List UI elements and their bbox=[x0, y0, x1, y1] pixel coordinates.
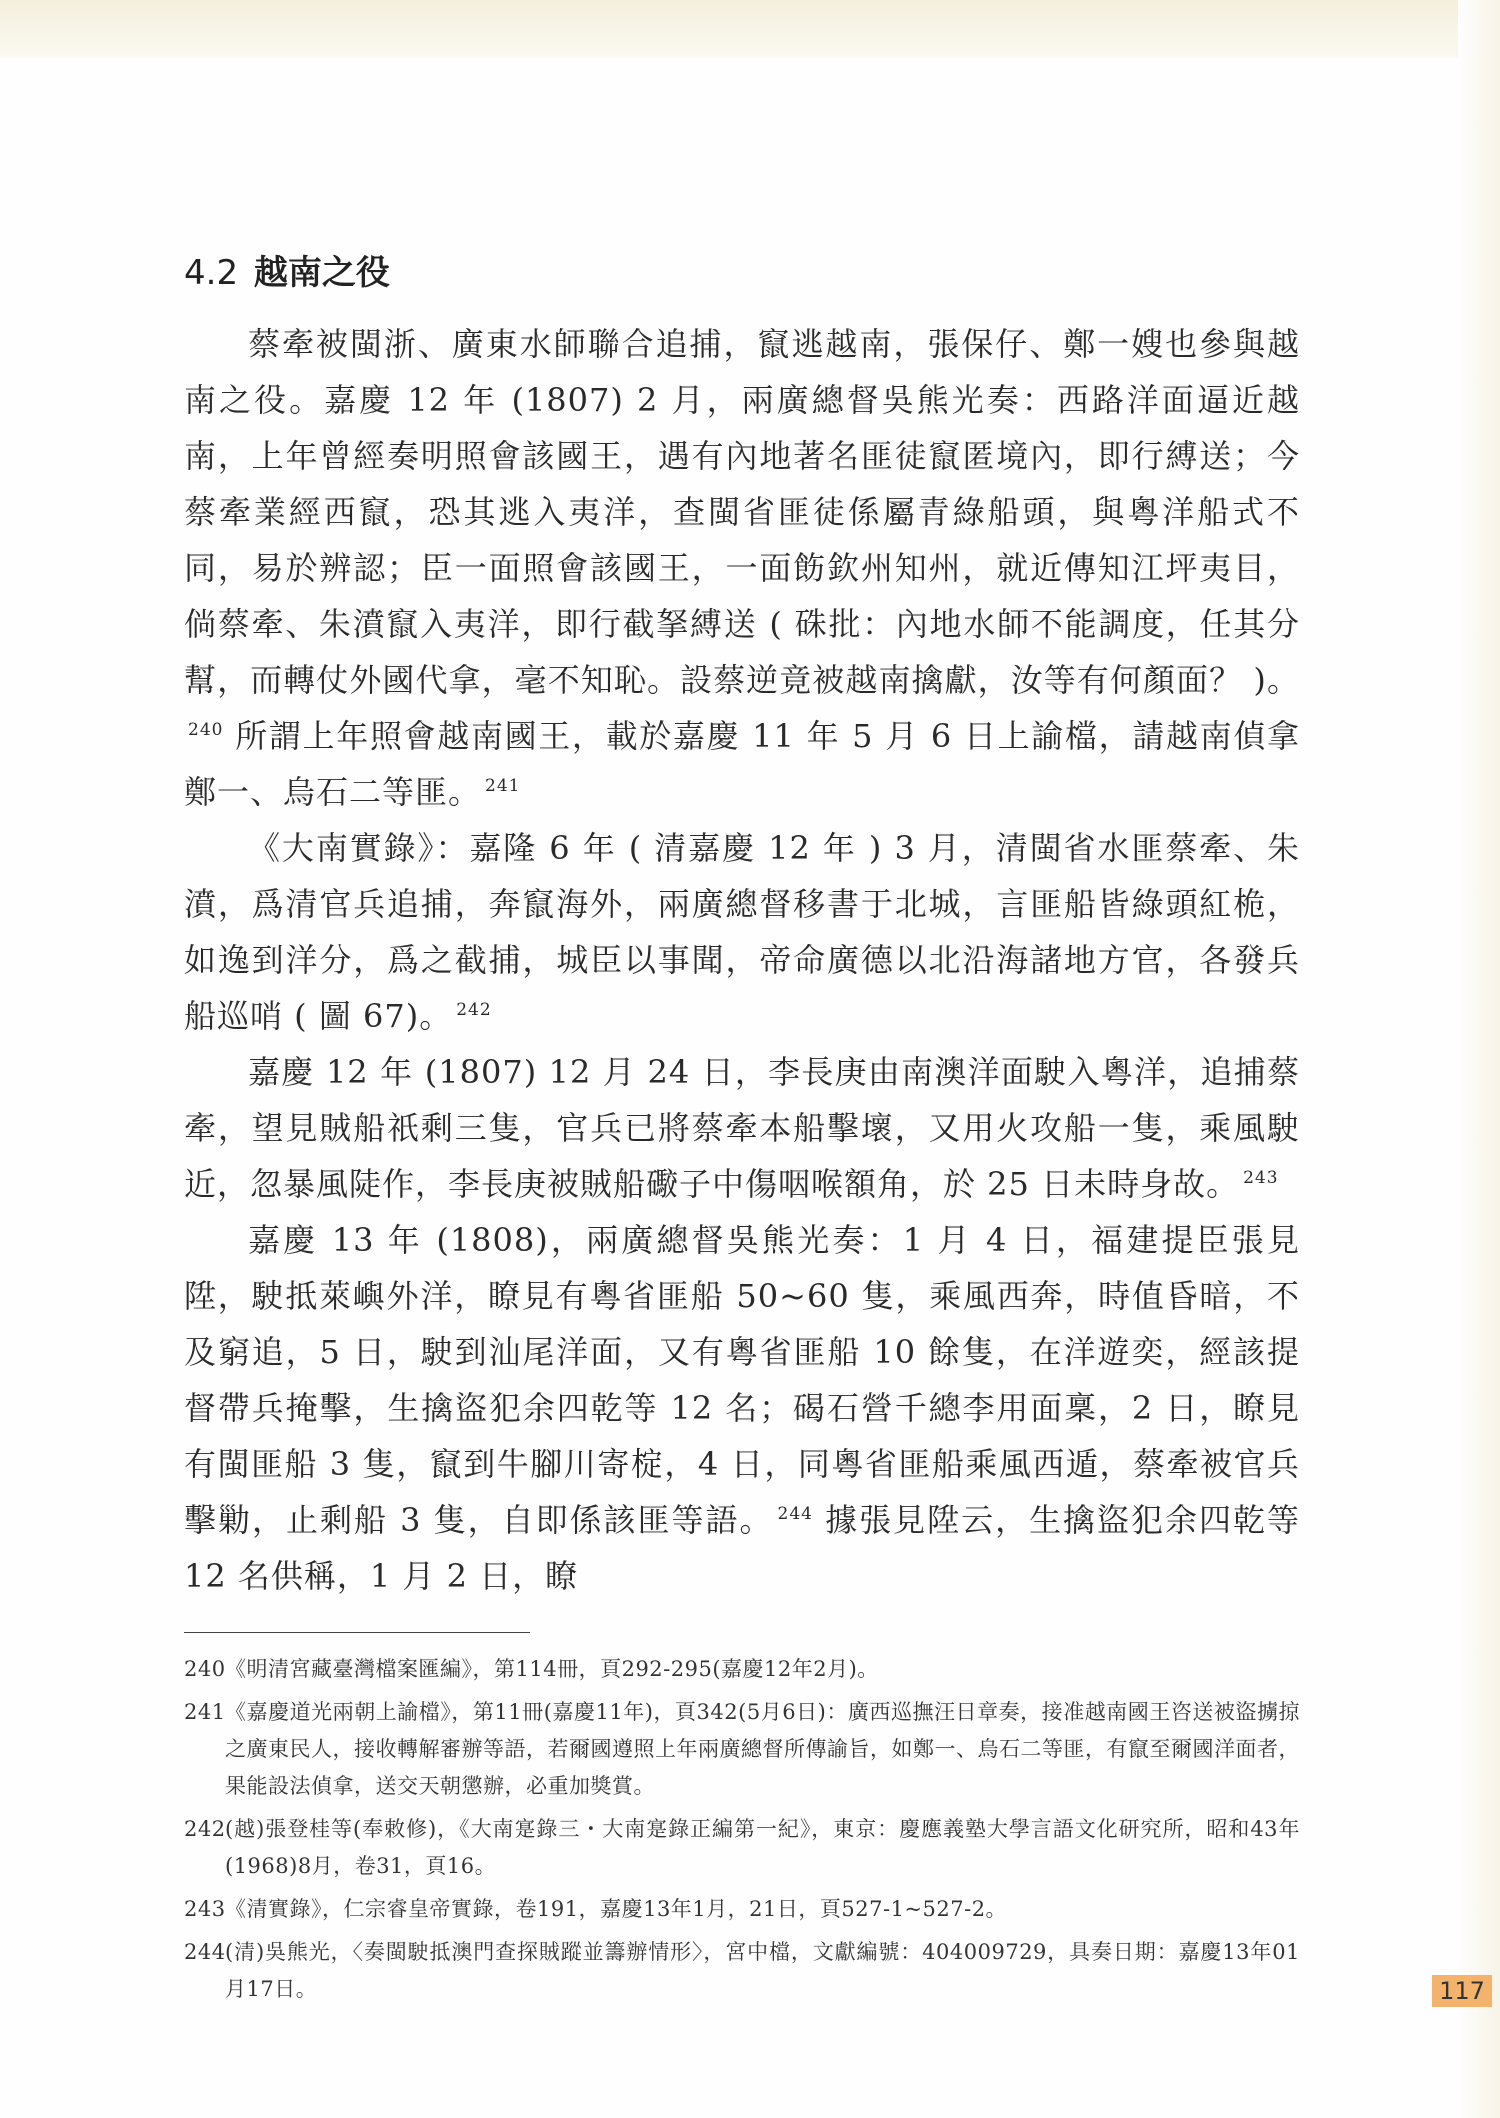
page-side-shadow bbox=[1458, 0, 1500, 2118]
footnote-number: 240 bbox=[184, 1657, 226, 1681]
paragraph-3-text: 嘉慶 12 年 (1807) 12 月 24 日，李長庚由南澳洋面駛入粵洋，追捕蔡牽，望見賊船祇剩三隻，官兵已將蔡牽本船擊壞，又用火攻船一隻，乘風駛近，忽暴風陡作，李長庚被賊船礮子中傷咽喉額角，於 25 日未時身故。 bbox=[184, 1053, 1300, 1203]
paragraph-3 bbox=[184, 1044, 1300, 1212]
footnote-text: (越)張登桂等(奉敕修)，《大南寔錄三・大南寔錄正編第一紀》，東京：慶應義塾大學言語文化研究所，昭和43年(1968)8月，卷31，頁16。 bbox=[225, 1817, 1300, 1878]
section-heading bbox=[184, 244, 1300, 302]
section-number: 4.2 bbox=[184, 253, 239, 293]
section-title: 越南之役 bbox=[253, 253, 390, 293]
footnote-number: 244 bbox=[184, 1940, 226, 1964]
paragraph-1 bbox=[184, 316, 1300, 820]
paragraph-2 bbox=[184, 820, 1300, 1044]
paragraph-1-text: 蔡牽被閩浙、廣東水師聯合追捕，竄逃越南，張保仔、鄭一嫂也參與越南之役。嘉慶 12 年 (1807) 2 月，兩廣總督吳熊光奏：西路洋面逼近越南，上年曾經奏明照會該國王，遇有內地著名匪徒竄匿境內，即行縛送；今蔡牽業經西竄，恐其逃入夷洋，查閩省匪徒係屬青綠船頭，與粵洋船式不同，易於辨認；臣一面照會該國王，一面飭欽州知州，就近傳知江坪夷目，倘蔡牽、朱濆竄入夷洋，即行截拏縛送 ( 硃批：內地水師不能調度，任其分幫，而轉仗外國代拿，毫不知恥。設蔡逆竟被越南擒獻，汝等有何顏面？ )。 bbox=[184, 325, 1300, 699]
footnote-242 bbox=[184, 1811, 1300, 1885]
footnote-divider bbox=[184, 1632, 530, 1633]
page-number: 117 bbox=[1432, 1975, 1492, 2007]
footnote-240 bbox=[184, 1651, 1300, 1688]
paragraph-4-text: 嘉慶 13 年 (1808)，兩廣總督吳熊光奏：1 月 4 日，福建提臣張見陞，駛抵萊嶼外洋，瞭見有粵省匪船 50~60 隻，乘風西奔，時值昏暗，不及窮追，5 日，駛到汕尾洋面，又有粵省匪船 10 餘隻，在洋遊奕，經該提督帶兵掩擊，生擒盜犯余四乾等 12 名；碣石營千總李用面稟，2 日，瞭見有閩匪船 3 隻，竄到牛腳川寄椗，4 日，同粵省匪船乘風西遁，蔡牽被官兵擊勦，止剩船 3 隻，自即係該匪等語。 bbox=[184, 1221, 1300, 1539]
footnote-text: 《清實錄》，仁宗睿皇帝實錄，卷191，嘉慶13年1月，21日，頁527-1~527-2。 bbox=[225, 1897, 1008, 1921]
note-ref-243: 243 bbox=[1243, 1168, 1279, 1188]
footnote-text: (清)吳熊光，〈奏閩駛抵澳門查探賊蹤並籌辦情形〉，宮中檔，文獻編號：404009729，具奏日期：嘉慶13年01月17日。 bbox=[225, 1940, 1300, 2001]
footnote-text: 《嘉慶道光兩朝上諭檔》，第11冊(嘉慶11年)，頁342(5月6日)：廣西巡撫汪日章奏，接准越南國王咨送被盜擄掠之廣東民人，接收轉解審辦等語，若爾國遵照上年兩廣總督所傳諭旨，如鄭一、烏石二等匪，有竄至爾國洋面者，果能設法偵拿，送交天朝懲辦，必重加獎賞。 bbox=[225, 1700, 1300, 1798]
page-body bbox=[184, 244, 1300, 2014]
paragraph-2-text: 《大南實錄》：嘉隆 6 年 ( 清嘉慶 12 年 ) 3 月，清閩省水匪蔡牽、朱濆，爲清官兵追捕，奔竄海外，兩廣總督移書于北城，言匪船皆綠頭紅桅，如逸到洋分，爲之截捕，城臣以事聞，帝命廣德以北沿海諸地方官，各發兵船巡哨 ( 圖 67)。 bbox=[184, 829, 1300, 1035]
footnote-text: 《明清宮藏臺灣檔案匯編》，第114冊，頁292-295(嘉慶12年2月)。 bbox=[225, 1657, 879, 1681]
paragraph-4 bbox=[184, 1212, 1300, 1604]
footnote-241 bbox=[184, 1694, 1300, 1805]
note-ref-241: 241 bbox=[485, 776, 521, 796]
note-ref-242: 242 bbox=[456, 1000, 492, 1020]
note-ref-244: 244 bbox=[777, 1504, 813, 1524]
footnote-number: 241 bbox=[184, 1700, 226, 1724]
paragraph-1-text-cont: 所謂上年照會越南國王，載於嘉慶 11 年 5 月 6 日上諭檔，請越南偵拿鄭一、烏石二等匪。 bbox=[184, 717, 1300, 811]
note-ref-240: 240 bbox=[188, 720, 224, 740]
footnote-244 bbox=[184, 1934, 1300, 2008]
footnote-number: 242 bbox=[184, 1817, 226, 1841]
footnote-number: 243 bbox=[184, 1897, 226, 1921]
page-top-band bbox=[0, 0, 1500, 58]
paragraph-4-text-cont: 據張見陞云，生擒盜犯余四乾等 12 名供稱，1 月 2 日，瞭 bbox=[184, 1501, 1300, 1595]
footnote-243 bbox=[184, 1891, 1300, 1928]
